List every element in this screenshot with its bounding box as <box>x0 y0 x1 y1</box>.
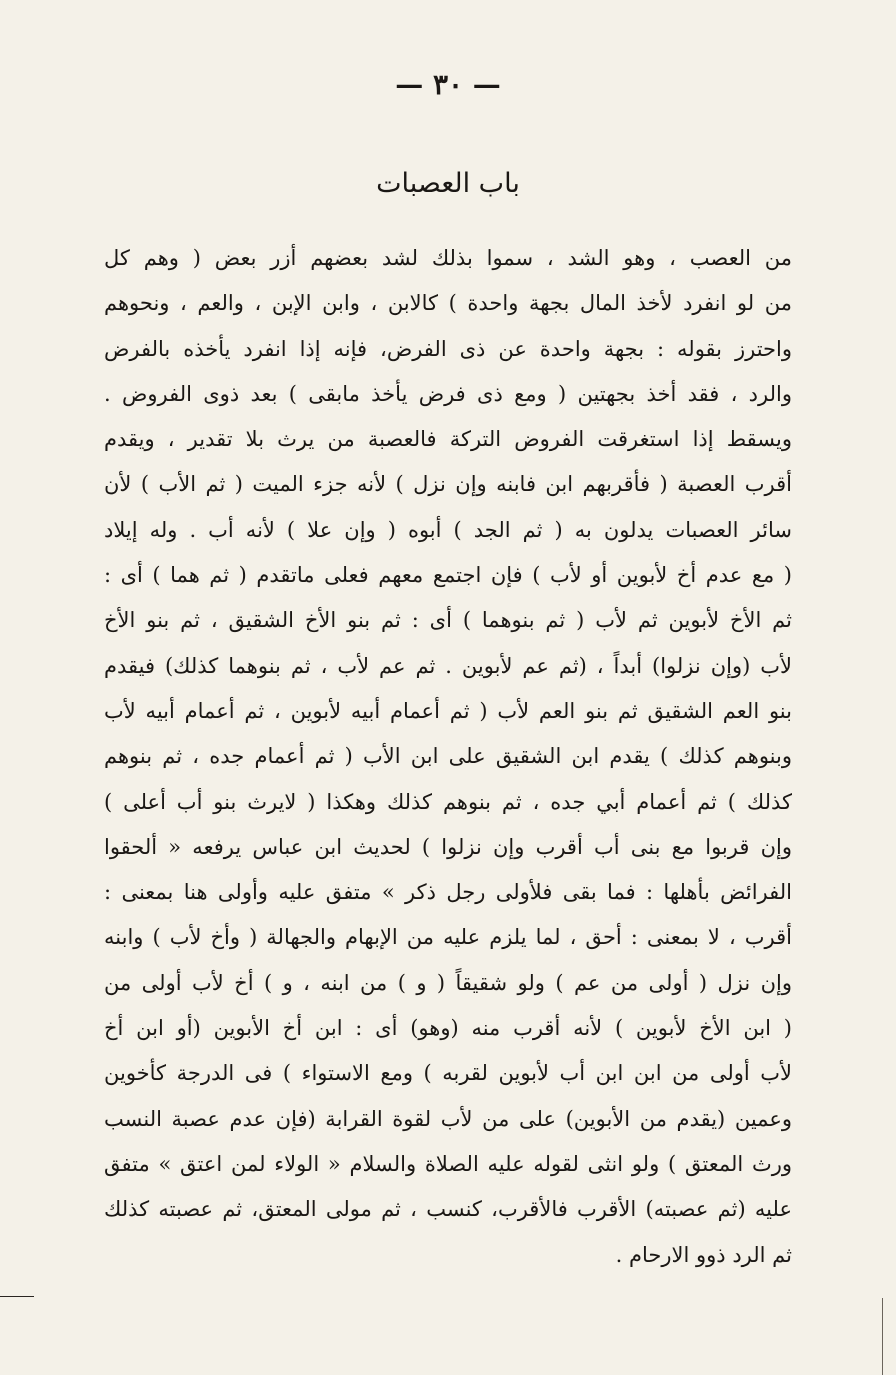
text-line: بنو العم الشقيق ثم بنو العم لأب ( ثم أعمام أبيه لأبوين ، ثم أعمام أبيه لأب <box>104 698 792 723</box>
text-line: أقرب ، لا بمعنى : أحق ، لما يلزم عليه من الإبهام والجهالة ( وأخ لأب ) وابنه <box>104 925 792 950</box>
chapter-title: باب العصبات <box>376 168 520 199</box>
text-line: ورث المعتق ) ولو انثى لقوله عليه الصلاة والسلام « الولاء لمن اعتق » متفق <box>104 1151 792 1176</box>
text-line: ويسقط إذا استغرقت الفروض التركة فالعصبة من يرث بلا تقدير ، ويقدم <box>104 427 792 452</box>
text-line: ( مع عدم أخ لأبوين أو لأب ) فإن اجتمع معهم فعلى ماتقدم ( ثم هما ) أى : <box>104 563 792 588</box>
page-number: — ٣٠ — <box>395 68 501 101</box>
text-line: لأب (وإن نزلوا) أبداً ، (ثم عم لأبوين . ثم عم لأب ، ثم بنوهما كذلك) فيقدم <box>104 653 792 678</box>
text-line: الفرائض بأهلها : فما بقى فلأولى رجل ذكر » متفق عليه وأولى هنا بمعنى : <box>104 880 792 905</box>
text-line: سائر العصبات يدلون به ( ثم الجد ) أبوه ( وإن علا ) لأنه أب . وله إيلاد <box>104 517 792 542</box>
text-line: عليه (ثم عصبته) الأقرب فالأقرب، كنسب ، ثم مولى المعتق، ثم عصبته كذلك <box>104 1197 792 1222</box>
text-line: ( ابن الأخ لأبوين ) لأنه أقرب منه (وهو) أى : ابن أخ الأبوين (أو ابن أخ <box>104 1016 792 1041</box>
body-text <box>104 236 792 1278</box>
margin-rule <box>0 1296 34 1297</box>
text-line: أقرب العصبة ( فأقربهم ابن فابنه وإن نزل ) لأنه جزء الميت ( ثم الأب ) لأن <box>104 472 792 497</box>
text-line: من لو انفرد لأخذ المال بجهة واحدة ) كالابن ، وابن الإبن ، والعم ، ونحوهم <box>104 291 792 316</box>
text-line: والرد ، فقد أخذ بجهتين ( ومع ذى فرض يأخذ مابقى ) بعد ذوى الفروض . <box>104 381 792 406</box>
text-line: لأب أولى من ابن ابن أب لأبوين لقربه ) ومع الاستواء ) فى الدرجة كأخوين <box>104 1061 792 1086</box>
text-line: وبنوهم كذلك ) يقدم ابن الشقيق على ابن الأب ( ثم أعمام جده ، ثم بنوهم <box>104 744 792 769</box>
text-line: من العصب ، وهو الشد ، سموا بذلك لشد بعضهم أزر بعض ( وهم كل <box>104 246 792 270</box>
page-edge-line <box>882 1298 883 1375</box>
text-line: وإن نزل ( أولى من عم ) ولو شقيقاً ( و ) من ابنه ، و ) أخ لأب أولى من <box>104 970 792 995</box>
text-line: وعمين (يقدم من الأبوين) على من لأب لقوة القرابة (فإن عدم عصبة النسب <box>104 1106 792 1131</box>
text-line: واحترز بقوله : بجهة واحدة عن ذى الفرض، فإنه إذا انفرد يأخذه بالفرض <box>104 336 792 361</box>
text-line: ثم الرد ذوو الارحام . <box>615 1242 792 1267</box>
text-line: وإن قربوا مع بنى أب أقرب وإن نزلوا ) لحديث ابن عباس يرفعه « ألحقوا <box>104 834 792 859</box>
text-line: كذلك ) ثم أعمام أبي جده ، ثم بنوهم كذلك وهكذا ( لايرث بنو أب أعلى ) <box>104 789 792 814</box>
text-line: ثم الأخ لأبوين ثم لأب ( ثم بنوهما ) أى : ثم بنو الأخ الشقيق ، ثم بنو الأخ <box>104 608 792 633</box>
